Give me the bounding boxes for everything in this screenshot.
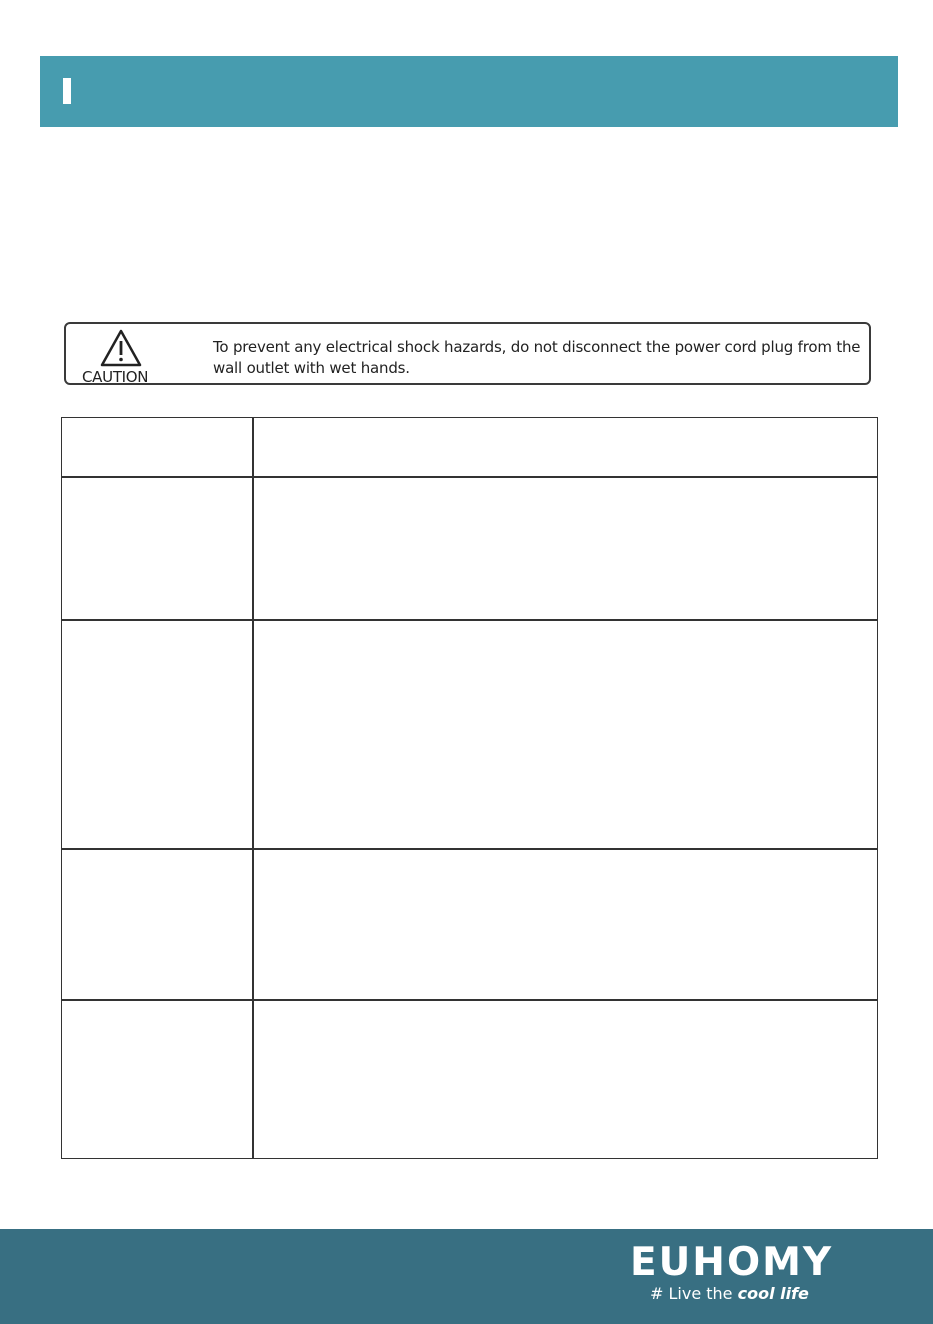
tagline-prefix: # Live the bbox=[650, 1284, 738, 1303]
caution-notice bbox=[64, 322, 871, 385]
section-header-marker bbox=[63, 78, 71, 104]
table-row-divider bbox=[62, 999, 877, 1001]
svg-text:EUHOMY: EUHOMY bbox=[630, 1242, 834, 1282]
euhomy-logo bbox=[630, 1242, 854, 1282]
troubleshooting-table bbox=[61, 417, 878, 1159]
brand-tagline bbox=[650, 1284, 809, 1303]
tagline-emphasis: cool life bbox=[737, 1284, 809, 1303]
table-column-divider bbox=[252, 418, 254, 1158]
table-row-divider bbox=[62, 476, 877, 478]
section-header-bar bbox=[40, 56, 898, 127]
table-row-divider bbox=[62, 619, 877, 621]
caution-label: CAUTION bbox=[82, 368, 149, 386]
warning-triangle-icon bbox=[100, 329, 142, 367]
caution-text: To prevent any electrical shock hazards, do not disconnect the power cord plug from the wall outlet with wet hands. bbox=[213, 338, 861, 377]
table-row-divider bbox=[62, 848, 877, 850]
